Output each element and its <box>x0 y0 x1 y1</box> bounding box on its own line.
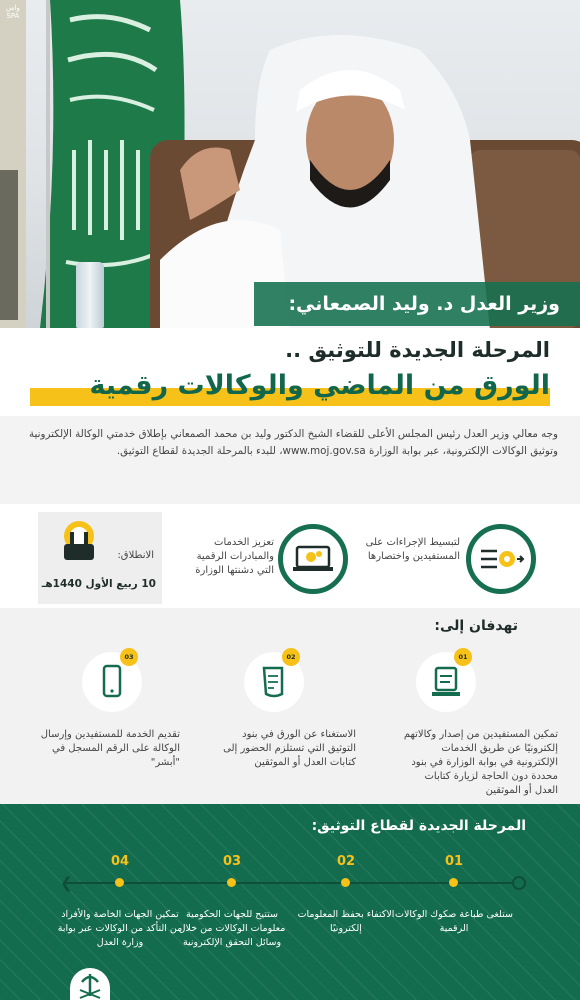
goals-title: تهدفان إلى: <box>434 618 518 634</box>
step-text: ستلغى طباعة صكوك الوكالات الرقمية <box>395 909 513 934</box>
goal-number: 03 <box>120 648 138 666</box>
step-text: ستتيح للجهات الحكومية معلومات الوكالات من خلال وسائل التحقق الإلكترونية <box>178 909 286 948</box>
gear-hand-icon <box>56 518 102 562</box>
step-number: 01 <box>444 854 464 869</box>
feature-simplify-procedures <box>356 514 540 600</box>
headline-line1: المرحلة الجديدة للتوثيق .. <box>285 338 550 362</box>
launch-date: 10 ربيع الأول 1440هـ <box>41 578 156 590</box>
goal-number: 01 <box>454 648 472 666</box>
step-text: تمكين الجهات الخاصة والأفراد من التأكد من الوكالات عبر بوابة وزارة العدل <box>57 909 183 948</box>
step-text: الاكتفاء بحفظ المعلومات إلكترونيًا <box>297 909 395 934</box>
minister-name-bar: وزير العدل د. وليد الصمعاني: <box>254 282 580 326</box>
headline-line2-wrap <box>30 370 550 408</box>
process-gear-icon <box>466 524 536 594</box>
agency-logo: واس SPA <box>6 4 20 20</box>
ministry-emblem-icon <box>70 968 110 1000</box>
launch-box <box>38 512 162 604</box>
step-number: 02 <box>336 854 356 869</box>
info-row <box>0 504 580 608</box>
laptop-gear-icon <box>278 524 348 594</box>
step-dot <box>341 878 350 887</box>
goal-text: الاستغناء عن الورق في بنود التوثيق التي تستلزم الحضور إلى كتابات العدل أو الموثقين <box>223 729 356 768</box>
goal-text: تمكين المستفيدين من إصدار وكالاتهم إلكترونيًا عن طريق الخدمات الإلكترونية في بوابة الوزارة في بنود محددة دون الحاجة لزيارة كتابات العدل أو الموثقين <box>403 729 558 796</box>
headline-line2: الورق من الماضي والوكالات رقمية <box>89 370 550 401</box>
goal-text: تقديم الخدمة للمستفيدين وإرسال الوكالة على الرقم المسجل في "أبشر" <box>40 729 180 768</box>
step-number: 03 <box>222 854 242 869</box>
step-number: 04 <box>110 854 130 869</box>
step-dot <box>227 878 236 887</box>
timeline-title: المرحلة الجديدة لقطاع التوثيق: <box>311 818 526 834</box>
step-dot <box>115 878 124 887</box>
flag-pole <box>46 0 50 328</box>
water-bottle <box>76 262 104 328</box>
chevron-left-icon: ❮ <box>60 874 73 892</box>
step-dot <box>449 878 458 887</box>
feature-text: لتبسيط الإجراءات على المستفيدين واختصارها <box>365 537 460 562</box>
feature-digital-services <box>182 514 346 600</box>
launch-label: الانطلاق: <box>117 550 154 561</box>
timeline-start-dot <box>512 876 526 890</box>
goal-number: 02 <box>282 648 300 666</box>
feature-text: تعزيز الخدمات والمبادرات الرقمية التي دشنتها الوزارة <box>195 537 274 576</box>
timeline-section <box>0 804 580 1000</box>
picture-frame <box>0 170 18 320</box>
goals-section <box>0 608 580 804</box>
hero-photo <box>0 0 580 328</box>
intro-text: وجه معالي وزير العدل رئيس المجلس الأعلى للقضاء الشيخ الدكتور وليد بن محمد الصمعاني بإطلاق خدمتي الوكالة الإلكترونية وتوثيق الوكالات الإلكترونية، عبر بوابة الوزارة www.moj.gov.sa، للبدء بالمرحلة الجديدة لقطاع التوثيق. <box>29 428 558 457</box>
